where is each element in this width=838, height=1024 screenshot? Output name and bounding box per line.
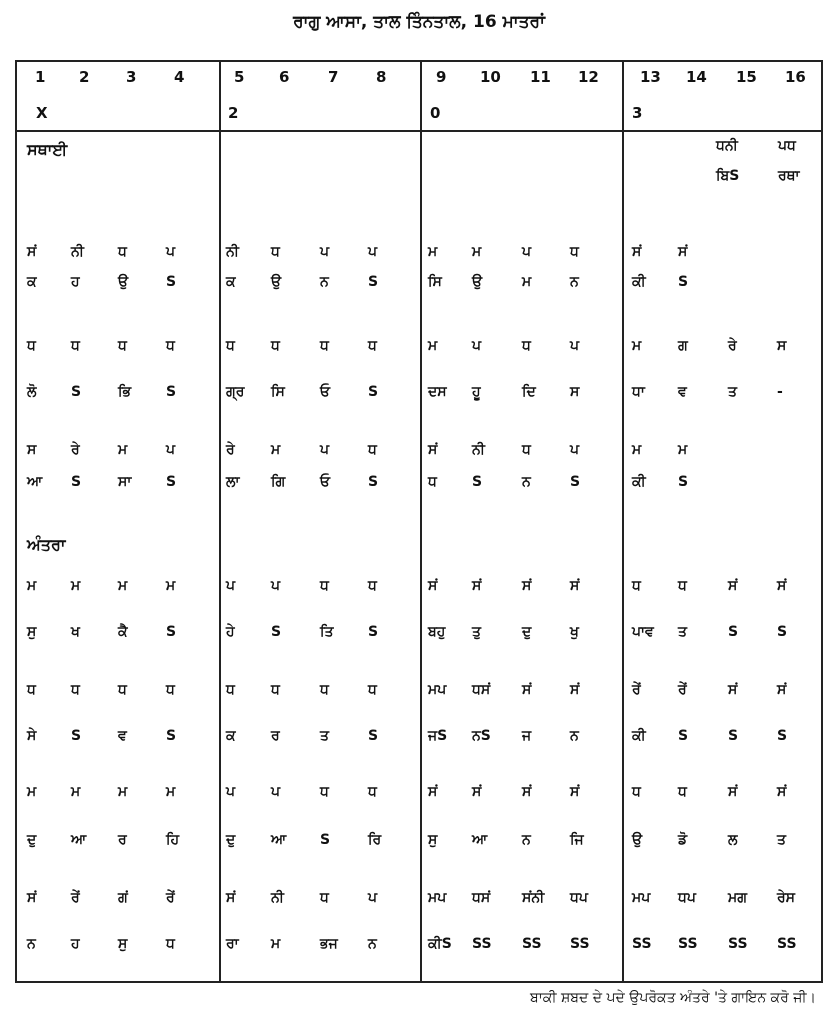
- note: ਸਂ: [728, 682, 738, 698]
- note: ਧ: [570, 244, 579, 260]
- lyric-syllable: ਉ: [472, 274, 483, 290]
- lyric-syllable: ਲਾ: [226, 474, 240, 490]
- lyric-syllable: S: [166, 624, 177, 640]
- lyric-syllable: ਦੁ: [226, 832, 236, 848]
- lyric-syllable: ਕੀ: [632, 728, 646, 744]
- note: ਧ: [632, 578, 641, 594]
- note: ਰੇਸ: [777, 890, 796, 906]
- lyric-syllable: ਲ: [728, 832, 738, 848]
- lyric-syllable: ਨS: [472, 728, 491, 744]
- note: ਮ: [118, 578, 128, 594]
- note: ਧ: [71, 682, 80, 698]
- note: ਸਂ: [27, 244, 37, 260]
- note: ਮ: [27, 578, 37, 594]
- lyric-syllable: ਉ: [632, 832, 643, 848]
- note: ਧ: [368, 338, 377, 354]
- note: ਮ: [472, 244, 482, 260]
- note: ਸਂ: [522, 578, 532, 594]
- lyric-syllable: ਆ: [27, 474, 43, 490]
- lyric-syllable: ਓ: [320, 474, 331, 490]
- page-title: ਰਾਗੁ ਆਸਾ, ਤਾਲ ਤਿੰਨਤਾਲ, 16 ਮਾਤਰਾਂ: [293, 12, 545, 32]
- lyric-syllable: ਓ: [320, 384, 331, 400]
- note: ਮ: [71, 578, 81, 594]
- note: ਧ: [522, 338, 531, 354]
- note: ਨੀ: [472, 442, 485, 458]
- note: ਧਸਂ: [472, 682, 491, 698]
- lyric-syllable: S: [728, 624, 739, 640]
- lyric-syllable: ਹ: [71, 274, 80, 290]
- lyric-syllable: ਤ: [678, 624, 687, 640]
- beat-number: 4: [174, 68, 185, 86]
- note: ਸਂ: [428, 442, 438, 458]
- note: ਸਂ: [728, 784, 738, 800]
- lyric-syllable: SS: [522, 936, 542, 952]
- note: ਸਂ: [428, 578, 438, 594]
- lyric-syllable: ਜ: [522, 728, 532, 744]
- lyric-syllable: ਧ: [166, 936, 175, 952]
- note: ਸਂ: [678, 244, 688, 260]
- note: ਧ: [368, 442, 377, 458]
- beat-number: 13: [640, 68, 661, 86]
- lyric-syllable: ਨ: [570, 274, 579, 290]
- lyric-syllable: ਸਿ: [271, 384, 285, 400]
- lyric-syllable: S: [368, 274, 379, 290]
- lyric-syllable: S: [71, 474, 82, 490]
- note: ਧ: [320, 338, 329, 354]
- note: ਗਂ: [118, 890, 128, 906]
- note: ਧ: [271, 338, 280, 354]
- beat-number: 16: [785, 68, 806, 86]
- lyric-syllable: ਖ: [71, 624, 80, 640]
- lyric-syllable: ਗ੍ਰ: [226, 384, 245, 400]
- note: ਮਪ: [428, 890, 447, 906]
- note: ਪ: [522, 244, 532, 260]
- note: ਧ: [632, 784, 641, 800]
- note: ਧ: [368, 784, 377, 800]
- lyric-syllable: SS: [728, 936, 748, 952]
- section-label-sthai: ਸਥਾਈ: [27, 140, 68, 159]
- lyric-syllable: ਗਿ: [271, 474, 286, 490]
- lyric-syllable: SS: [678, 936, 698, 952]
- note: ਸਂ: [226, 890, 236, 906]
- lyric-syllable: SS: [777, 936, 797, 952]
- note: ਮ: [678, 442, 688, 458]
- note: ਮ: [428, 338, 438, 354]
- lyric-syllable: S: [166, 728, 177, 744]
- lyric-syllable: ਉ: [271, 274, 282, 290]
- lyric-syllable: S: [472, 474, 483, 490]
- note: ਮ: [71, 784, 81, 800]
- lyric-syllable: S: [271, 624, 282, 640]
- note: ਸਂ: [27, 890, 37, 906]
- lyric-syllable: ਕ: [226, 274, 236, 290]
- note: ਰੇਂ: [166, 890, 175, 906]
- note: ਮਪ: [428, 682, 447, 698]
- beat-number: 7: [328, 68, 339, 86]
- notation-grid: [15, 60, 823, 983]
- lyric-syllable: ਵ: [678, 384, 687, 400]
- note: ਪ: [226, 784, 236, 800]
- lyric-syllable: SS: [570, 936, 590, 952]
- note: ਰੇ: [71, 442, 80, 458]
- note: ਧ: [27, 682, 36, 698]
- note: ਸਂ: [777, 682, 787, 698]
- note: ਧ: [522, 442, 531, 458]
- note: ਧ: [271, 244, 280, 260]
- lyric-syllable: ਹਿ: [166, 832, 180, 848]
- note: ਮਗ: [728, 890, 747, 906]
- lyric-syllable: ਸੁ: [118, 936, 128, 952]
- note: ਸਂ: [777, 578, 787, 594]
- note: ਰੇ: [728, 338, 737, 354]
- lyric-syllable: ਦੁ: [27, 832, 37, 848]
- tali-mark: X: [36, 104, 48, 122]
- lyric-syllable: ਲੋ: [27, 384, 37, 400]
- lyric-syllable: ਨ: [320, 274, 329, 290]
- note: ਮ: [118, 442, 128, 458]
- note: ਮ: [166, 784, 176, 800]
- lyric-syllable: ਆ: [472, 832, 488, 848]
- lyric-syllable: ਧ: [428, 474, 437, 490]
- lyric-syllable: ਨ: [368, 936, 377, 952]
- lyric-syllable: ਬਹੁ: [428, 624, 446, 640]
- lyric-syllable: S: [368, 474, 379, 490]
- note: ਮ: [166, 578, 176, 594]
- lyric-syllable: S: [166, 274, 177, 290]
- lyric-syllable: ਤ: [728, 384, 737, 400]
- lyric-syllable: ਦਸ: [428, 384, 447, 400]
- lyric-syllable: S: [166, 384, 177, 400]
- note: ਪਧ: [778, 138, 796, 154]
- note: ਧ: [166, 338, 175, 354]
- note: ਧ: [368, 578, 377, 594]
- note: ਸਂ: [472, 578, 482, 594]
- lyric-syllable: ਕੀS: [428, 936, 452, 952]
- lyric-syllable: ਪਾਵ: [632, 624, 654, 640]
- note: ਰੇਂ: [678, 682, 687, 698]
- lyric-syllable: ਹੂ: [472, 384, 481, 400]
- note: ਪ: [166, 442, 176, 458]
- lyric-syllable: -: [777, 384, 783, 400]
- note: ਸਂ: [570, 682, 580, 698]
- note: ਸਂ: [522, 682, 532, 698]
- lyric-syllable: ਖੁ: [570, 624, 579, 640]
- section-label-antra: ਅੰਤਰਾ: [27, 535, 66, 554]
- lyric-syllable: ਮ: [522, 274, 532, 290]
- lyric-syllable: ਧਾ: [632, 384, 645, 400]
- lyric-syllable: ਰ: [118, 832, 127, 848]
- note: ਨੀ: [226, 244, 239, 260]
- note: ਧ: [166, 682, 175, 698]
- note: ਧਪ: [678, 890, 696, 906]
- note: ਧ: [271, 682, 280, 698]
- note: ਧਨੀ: [716, 138, 738, 154]
- tali-mark: 2: [228, 104, 239, 122]
- note: ਮ: [271, 442, 281, 458]
- tali-mark: 0: [430, 104, 441, 122]
- lyric-syllable: ਮ: [271, 936, 281, 952]
- lyric-syllable: ਨ: [522, 474, 531, 490]
- note: ਸਂ: [632, 244, 642, 260]
- lyric-syllable: ਡੋ: [678, 832, 688, 848]
- lyric-syllable: S: [728, 728, 739, 744]
- note: ਨੀ: [71, 244, 84, 260]
- note: ਧ: [118, 682, 127, 698]
- note: ਪ: [320, 442, 330, 458]
- note: ਪ: [226, 578, 236, 594]
- note: ਧ: [226, 338, 235, 354]
- lyric-syllable: SS: [632, 936, 652, 952]
- footer-note: ਬਾਕੀ ਸ਼ਬਦ ਦੇ ਪਦੇ ਉਪਰੋਕਤ ਅੰਤਰੇ 'ਤੇ ਗਾਇਨ ਕਰੋ ਜੀ।: [530, 990, 816, 1006]
- lyric-syllable: ਕੀ: [632, 274, 646, 290]
- lyric-syllable: S: [678, 728, 689, 744]
- lyric-syllable: ਸੁ: [27, 624, 37, 640]
- note: ਧ: [320, 682, 329, 698]
- lyric-syllable: S: [166, 474, 177, 490]
- note: ਧ: [118, 338, 127, 354]
- lyric-syllable: S: [368, 384, 379, 400]
- beat-number: 6: [279, 68, 290, 86]
- note: ਧ: [320, 890, 329, 906]
- note: ਪ: [570, 442, 580, 458]
- beat-number: 9: [436, 68, 447, 86]
- note: ਸਂ: [428, 784, 438, 800]
- lyric-syllable: ਭਜ: [320, 936, 338, 952]
- lyric-syllable: ਬਿS: [716, 168, 740, 184]
- note: ਮ: [632, 442, 642, 458]
- lyric-syllable: ਨ: [522, 832, 531, 848]
- lyric-syllable: S: [320, 832, 331, 848]
- lyric-syllable: ਤ: [777, 832, 786, 848]
- note: ਰੇਂ: [71, 890, 80, 906]
- lyric-syllable: SS: [472, 936, 492, 952]
- lyric-syllable: ਤਿ: [320, 624, 334, 640]
- beat-number: 12: [578, 68, 599, 86]
- note: ਮਪ: [632, 890, 651, 906]
- note: ਧ: [27, 338, 36, 354]
- lyric-syllable: ਰਾ: [226, 936, 239, 952]
- lyric-syllable: ਹ: [71, 936, 80, 952]
- note: ਸ: [27, 442, 37, 458]
- lyric-syllable: S: [678, 474, 689, 490]
- lyric-syllable: ਰਿ: [368, 832, 382, 848]
- lyric-syllable: ਕੈ: [118, 624, 128, 640]
- note: ਪ: [368, 890, 378, 906]
- lyric-syllable: ਸਿ: [428, 274, 442, 290]
- note: ਧ: [320, 578, 329, 594]
- note: ਮ: [632, 338, 642, 354]
- note: ਸਂਨੀ: [522, 890, 545, 906]
- beat-number: 5: [234, 68, 245, 86]
- note: ਰੇਂ: [632, 682, 641, 698]
- lyric-syllable: ਤੁ: [472, 624, 481, 640]
- lyric-syllable: S: [678, 274, 689, 290]
- note: ਧ: [71, 338, 80, 354]
- note: ਧਪ: [570, 890, 588, 906]
- note: ਧ: [226, 682, 235, 698]
- lyric-syllable: ਆ: [271, 832, 287, 848]
- lyric-syllable: S: [368, 728, 379, 744]
- vibhag-divider: [420, 62, 422, 981]
- note: ਰੇ: [226, 442, 235, 458]
- note: ਨੀ: [271, 890, 284, 906]
- note: ਸਂ: [522, 784, 532, 800]
- lyric-syllable: ਕੀ: [632, 474, 646, 490]
- lyric-syllable: ਜS: [428, 728, 448, 744]
- lyric-syllable: ਦਿ: [522, 384, 536, 400]
- note: ਧ: [320, 784, 329, 800]
- lyric-syllable: ਆ: [71, 832, 87, 848]
- lyric-syllable: ਰਥਾ: [778, 168, 800, 184]
- note: ਸਂ: [570, 578, 580, 594]
- note: ਮ: [27, 784, 37, 800]
- note: ਧ: [678, 784, 687, 800]
- lyric-syllable: S: [71, 384, 82, 400]
- lyric-syllable: ਉ: [118, 274, 129, 290]
- lyric-syllable: ਕ: [226, 728, 236, 744]
- lyric-syllable: S: [777, 624, 788, 640]
- lyric-syllable: ਜਿ: [570, 832, 584, 848]
- beat-number: 11: [530, 68, 551, 86]
- lyric-syllable: ਭਿ: [118, 384, 132, 400]
- note: ਸਂ: [728, 578, 738, 594]
- lyric-syllable: ਨ: [570, 728, 579, 744]
- lyric-syllable: ਤ: [320, 728, 329, 744]
- lyric-syllable: S: [570, 474, 581, 490]
- note: ਪ: [320, 244, 330, 260]
- lyric-syllable: S: [368, 624, 379, 640]
- tali-mark: 3: [632, 104, 643, 122]
- beat-number: 15: [736, 68, 757, 86]
- note: ਧ: [118, 244, 127, 260]
- beat-number: 3: [126, 68, 137, 86]
- note: ਪ: [472, 338, 482, 354]
- note: ਮ: [428, 244, 438, 260]
- note: ਧਸਂ: [472, 890, 491, 906]
- lyric-syllable: ਰ: [271, 728, 280, 744]
- note: ਪ: [368, 244, 378, 260]
- beat-number: 1: [35, 68, 46, 86]
- lyric-syllable: ਕ: [27, 274, 37, 290]
- note: ਪ: [570, 338, 580, 354]
- note: ਸ: [777, 338, 787, 354]
- note: ਪ: [271, 784, 281, 800]
- beat-number: 14: [686, 68, 707, 86]
- note: ਮ: [118, 784, 128, 800]
- lyric-syllable: ਸਾ: [118, 474, 132, 490]
- lyric-syllable: ਨ: [27, 936, 36, 952]
- note: ਪ: [166, 244, 176, 260]
- note: ਸਂ: [472, 784, 482, 800]
- note: ਪ: [271, 578, 281, 594]
- lyric-syllable: ਦੁ: [522, 624, 532, 640]
- lyric-syllable: S: [71, 728, 82, 744]
- beat-number: 2: [79, 68, 90, 86]
- vibhag-divider: [622, 62, 624, 981]
- lyric-syllable: ਸ: [570, 384, 580, 400]
- header-divider: [17, 130, 821, 132]
- lyric-syllable: ਸੁ: [428, 832, 438, 848]
- note: ਧ: [368, 682, 377, 698]
- beat-number: 10: [480, 68, 501, 86]
- lyric-syllable: S: [777, 728, 788, 744]
- beat-number: 8: [376, 68, 387, 86]
- note: ਗ: [678, 338, 688, 354]
- note: ਸਂ: [570, 784, 580, 800]
- note: ਸਂ: [777, 784, 787, 800]
- note: ਧ: [678, 578, 687, 594]
- lyric-syllable: ਸੇ: [27, 728, 37, 744]
- vibhag-divider: [219, 62, 221, 981]
- lyric-syllable: ਵ: [118, 728, 127, 744]
- lyric-syllable: ਹੇ: [226, 624, 235, 640]
